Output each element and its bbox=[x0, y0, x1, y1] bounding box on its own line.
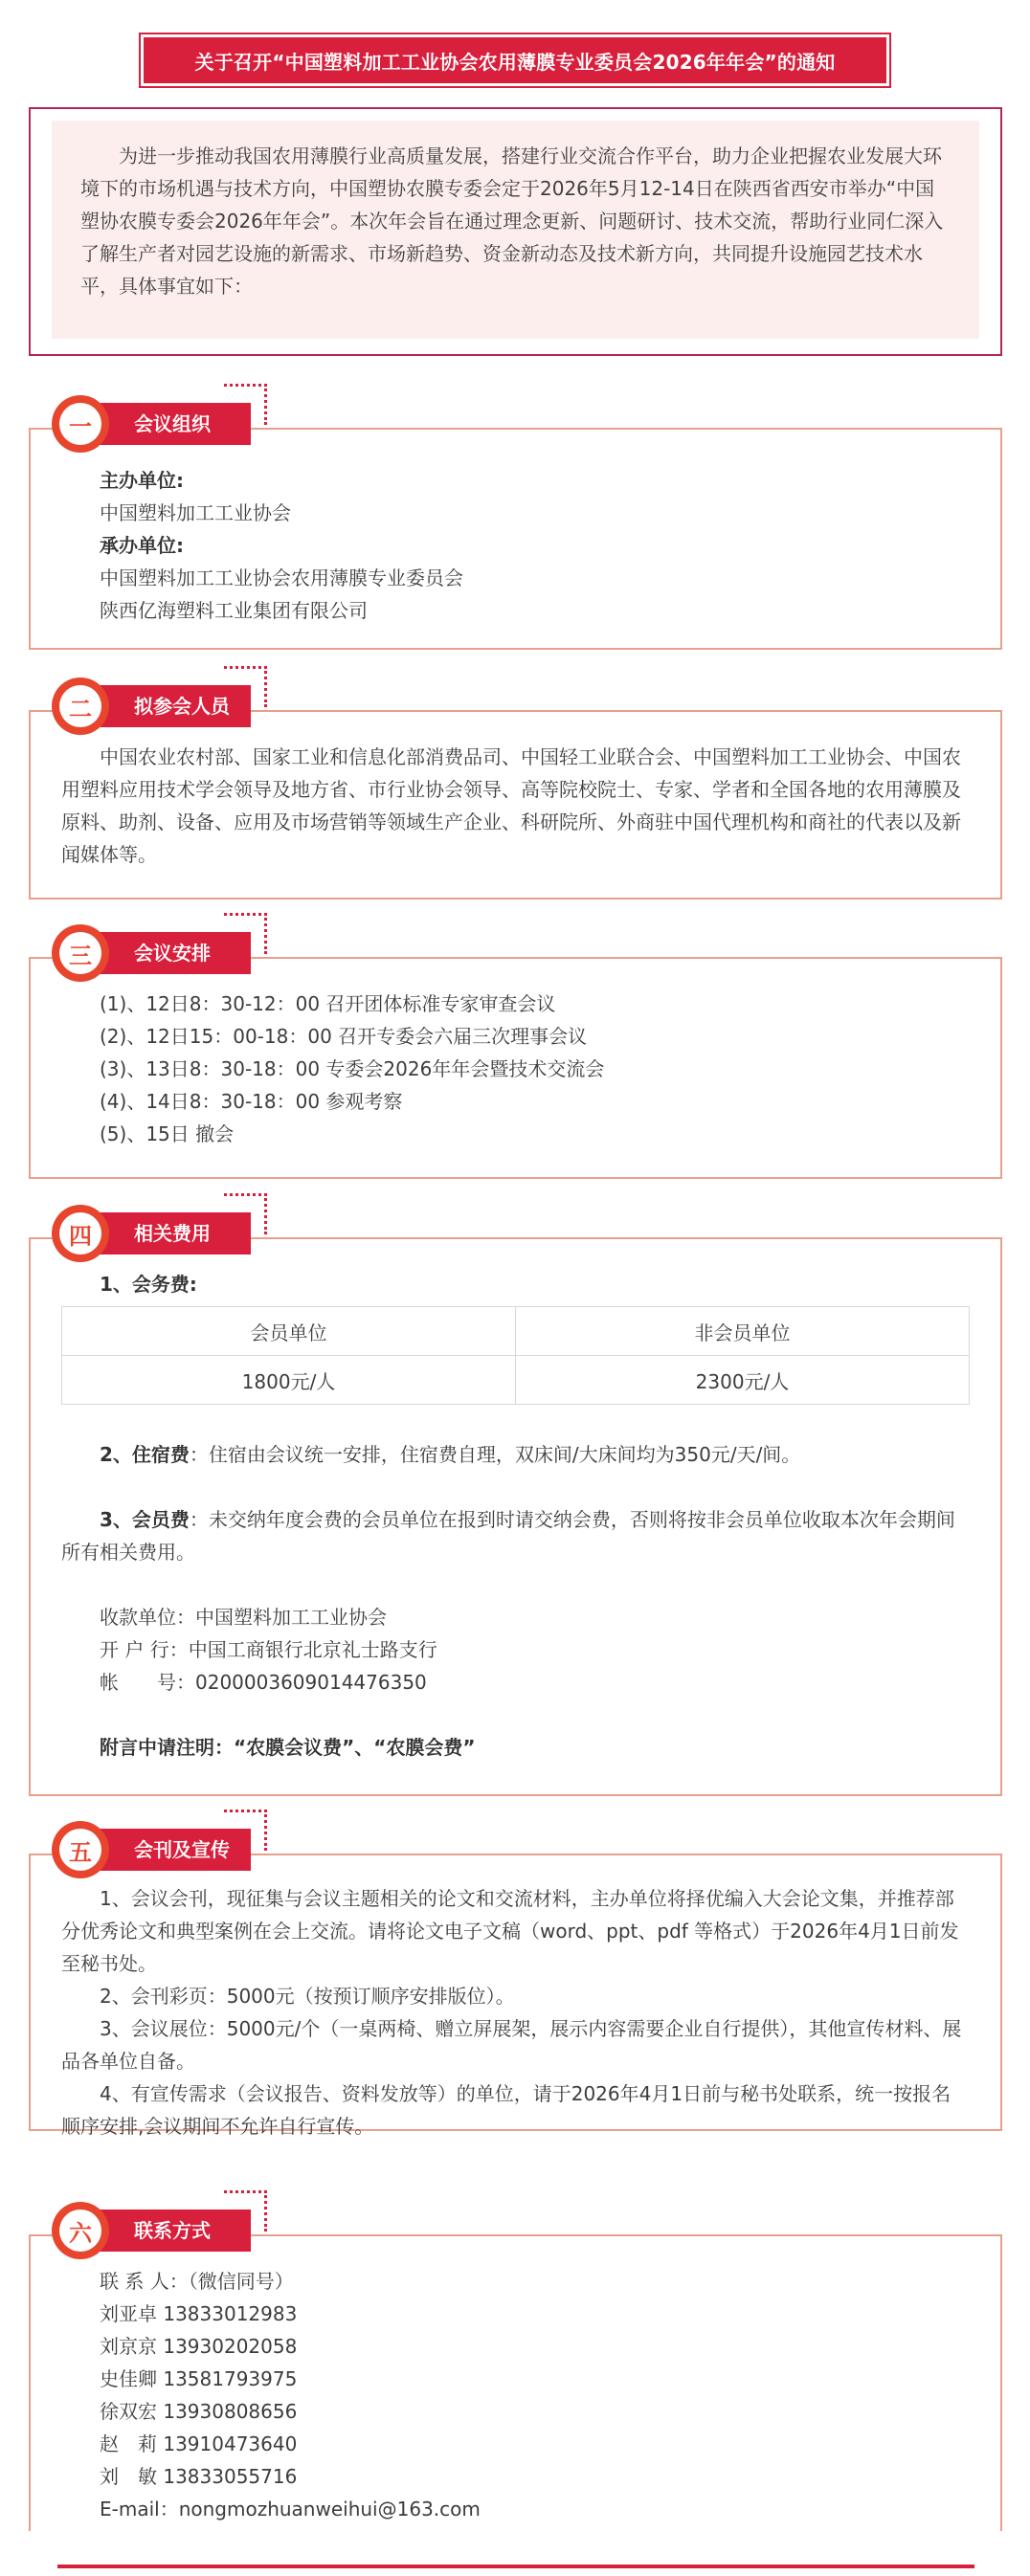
section-schedule bbox=[29, 942, 1002, 1179]
section-fees bbox=[29, 1222, 1002, 1796]
section-title: 拟参会人员 bbox=[69, 685, 251, 727]
section-content bbox=[100, 988, 972, 1150]
schedule-item: (1)、12日8：30-12：00 召开团体标准专家审查会议 bbox=[100, 992, 556, 1015]
host-label: 主办单位: bbox=[100, 469, 184, 492]
fee-table bbox=[61, 1306, 970, 1405]
section-title: 联系方式 bbox=[69, 2210, 251, 2252]
promotion-item: 3、会议展位：5000元/个（一桌两椅、赠立屏展架，展示内容需要企业自行提供），其他宣传材料、展品各单位自备。 bbox=[61, 2017, 962, 2073]
bottom-divider bbox=[57, 2565, 974, 2568]
payee: 收款单位：中国塑料加工工业协会 bbox=[100, 1606, 387, 1629]
fee-label-block bbox=[100, 1268, 972, 1300]
section-title: 会刊及宣传 bbox=[69, 1829, 251, 1871]
section-title: 相关费用 bbox=[69, 1212, 251, 1255]
promotion-item: 1、会议会刊，现征集与会议主题相关的论文和交流材料，主办单位将择优编入大会论文集，并推荐部分优秀论文和典型案例在会上交流。请将论文电子文稿（word、ppt、pdf 等格式）于2026年4月1日前发至秘书处。 bbox=[61, 1887, 959, 1975]
contact-item: 徐双宏 13930808656 bbox=[100, 2400, 298, 2423]
section-title: 会议组织 bbox=[69, 403, 251, 445]
title-frame bbox=[139, 33, 891, 88]
lodging-fee-text: ：住宿由会议统一安排，住宿费自理，双床间/大床间均为350元/天/间。 bbox=[189, 1443, 801, 1466]
section-content bbox=[100, 464, 972, 627]
contact-email: E-mail：nongmozhuanweihui@163.com bbox=[100, 2498, 481, 2520]
contact-item: 赵 莉 13910473640 bbox=[100, 2432, 298, 2455]
table-row bbox=[62, 1356, 970, 1405]
section-contact bbox=[29, 2219, 1002, 2531]
contact-item: 史佳卿 13581793975 bbox=[100, 2367, 298, 2390]
fee-details bbox=[61, 1438, 970, 1764]
member-fee-text: ：未交纳年度会费的会员单位在报到时请交纳会费，否则将按非会员单位收取本次年会期间所有相关费用。 bbox=[61, 1508, 955, 1564]
section-organization bbox=[29, 412, 1002, 650]
section-number-badge: 四 bbox=[52, 1205, 109, 1262]
section-number-badge: 五 bbox=[52, 1821, 109, 1878]
intro-text: 为进一步推动我国农用薄膜行业高质量发展，搭建行业交流合作平台，助力企业把握农业发展大环境下的市场机遇与技术方向，中国塑协农膜专委会定于2026年5月12-14日在陕西省西安市举办“中国塑协农膜专委会2026年年会”。本次年会旨在通过理念更新、问题研讨、技术交流，帮助行业同仁深入了解生产者对园艺设施的新需求、市场新趋势、资金新动态及技术新方向，共同提升设施园艺技术水平，具体事宜如下： bbox=[80, 144, 944, 298]
schedule-item: (3)、13日8：30-18：00 专委会2026年年会暨技术交流会 bbox=[100, 1057, 605, 1080]
contact-item: 刘亚卓 13833012983 bbox=[100, 2302, 298, 2325]
table-cell: 1800元/人 bbox=[62, 1356, 516, 1405]
section-content bbox=[61, 741, 970, 871]
section-number-badge: 六 bbox=[52, 2202, 109, 2259]
section-attendees bbox=[29, 695, 1002, 899]
member-fee-label: 3、会员费 bbox=[100, 1508, 190, 1531]
bank: 开 户 行：中国工商银行北京礼士路支行 bbox=[100, 1638, 437, 1661]
conference-fee-label: 1、会务费: bbox=[100, 1273, 197, 1296]
spacer bbox=[61, 1471, 970, 1503]
schedule-item: (2)、12日15：00-18：00 召开专委会六届三次理事会议 bbox=[100, 1025, 588, 1048]
promotion-item: 2、会刊彩页：5000元（按预订顺序安排版位）。 bbox=[100, 1985, 515, 2008]
lodging-fee bbox=[61, 1438, 970, 1471]
table-header-cell: 非会员单位 bbox=[516, 1307, 970, 1356]
payment-note: 附言中请注明：“农膜会议费”、“农膜会费” bbox=[100, 1736, 476, 1759]
section-content bbox=[100, 2265, 972, 2525]
contact-item: 联 系 人：（微信同号） bbox=[100, 2270, 294, 2293]
fee-table-wrap bbox=[61, 1306, 970, 1405]
section-number-badge: 三 bbox=[52, 924, 109, 982]
page-title: 关于召开“中国塑料加工工业协会农用薄膜专业委员会2026年年会”的通知 bbox=[144, 37, 886, 83]
table-row bbox=[62, 1307, 970, 1356]
section-journal-promotion bbox=[29, 1838, 1002, 2138]
lodging-fee-label: 2、住宿费 bbox=[100, 1443, 190, 1466]
spacer bbox=[61, 1699, 970, 1731]
promotion-item: 4、有宣传需求（会议报告、资料发放等）的单位，请于2026年4月1日前与秘书处联系，统一按报名顺序安排,会议期间不允许自行宣传。 bbox=[61, 2082, 952, 2138]
section-number-badge: 一 bbox=[52, 395, 109, 453]
section-content bbox=[61, 1882, 970, 2143]
schedule-item: (5)、15日 撤会 bbox=[100, 1122, 235, 1145]
section-number-badge: 二 bbox=[52, 677, 109, 735]
organizer-value: 陕西亿海塑料工业集团有限公司 bbox=[100, 599, 368, 622]
organizer-value: 中国塑料加工工业协会农用薄膜专业委员会 bbox=[100, 566, 463, 589]
section-title: 会议安排 bbox=[69, 932, 251, 974]
spacer bbox=[61, 1568, 970, 1601]
contact-item: 刘京京 13930202058 bbox=[100, 2335, 298, 2358]
intro-box bbox=[29, 107, 1002, 356]
schedule-item: (4)、14日8：30-18：00 参观考察 bbox=[100, 1090, 403, 1113]
attendees-text: 中国农业农村部、国家工业和信息化部消费品司、中国轻工业联合会、中国塑料加工工业协会、中国农用塑料应用技术学会领导及地方省、市行业协会领导、高等院校院士、专家、学者和全国各地的农用薄膜及原料、助剂、设备、应用及市场营销等领域生产企业、科研院所、外商驻中国代理机构和商社的代表以及新闻媒体等。 bbox=[61, 745, 961, 866]
table-cell: 2300元/人 bbox=[516, 1356, 970, 1405]
member-fee bbox=[61, 1503, 970, 1568]
contact-item: 刘 敏 13833055716 bbox=[100, 2465, 298, 2488]
organizer-label: 承办单位: bbox=[100, 534, 184, 557]
table-header-cell: 会员单位 bbox=[62, 1307, 516, 1356]
account-number: 帐 号：0200003609014476350 bbox=[100, 1671, 427, 1694]
host-value: 中国塑料加工工业协会 bbox=[100, 501, 291, 524]
intro-panel bbox=[52, 121, 979, 339]
